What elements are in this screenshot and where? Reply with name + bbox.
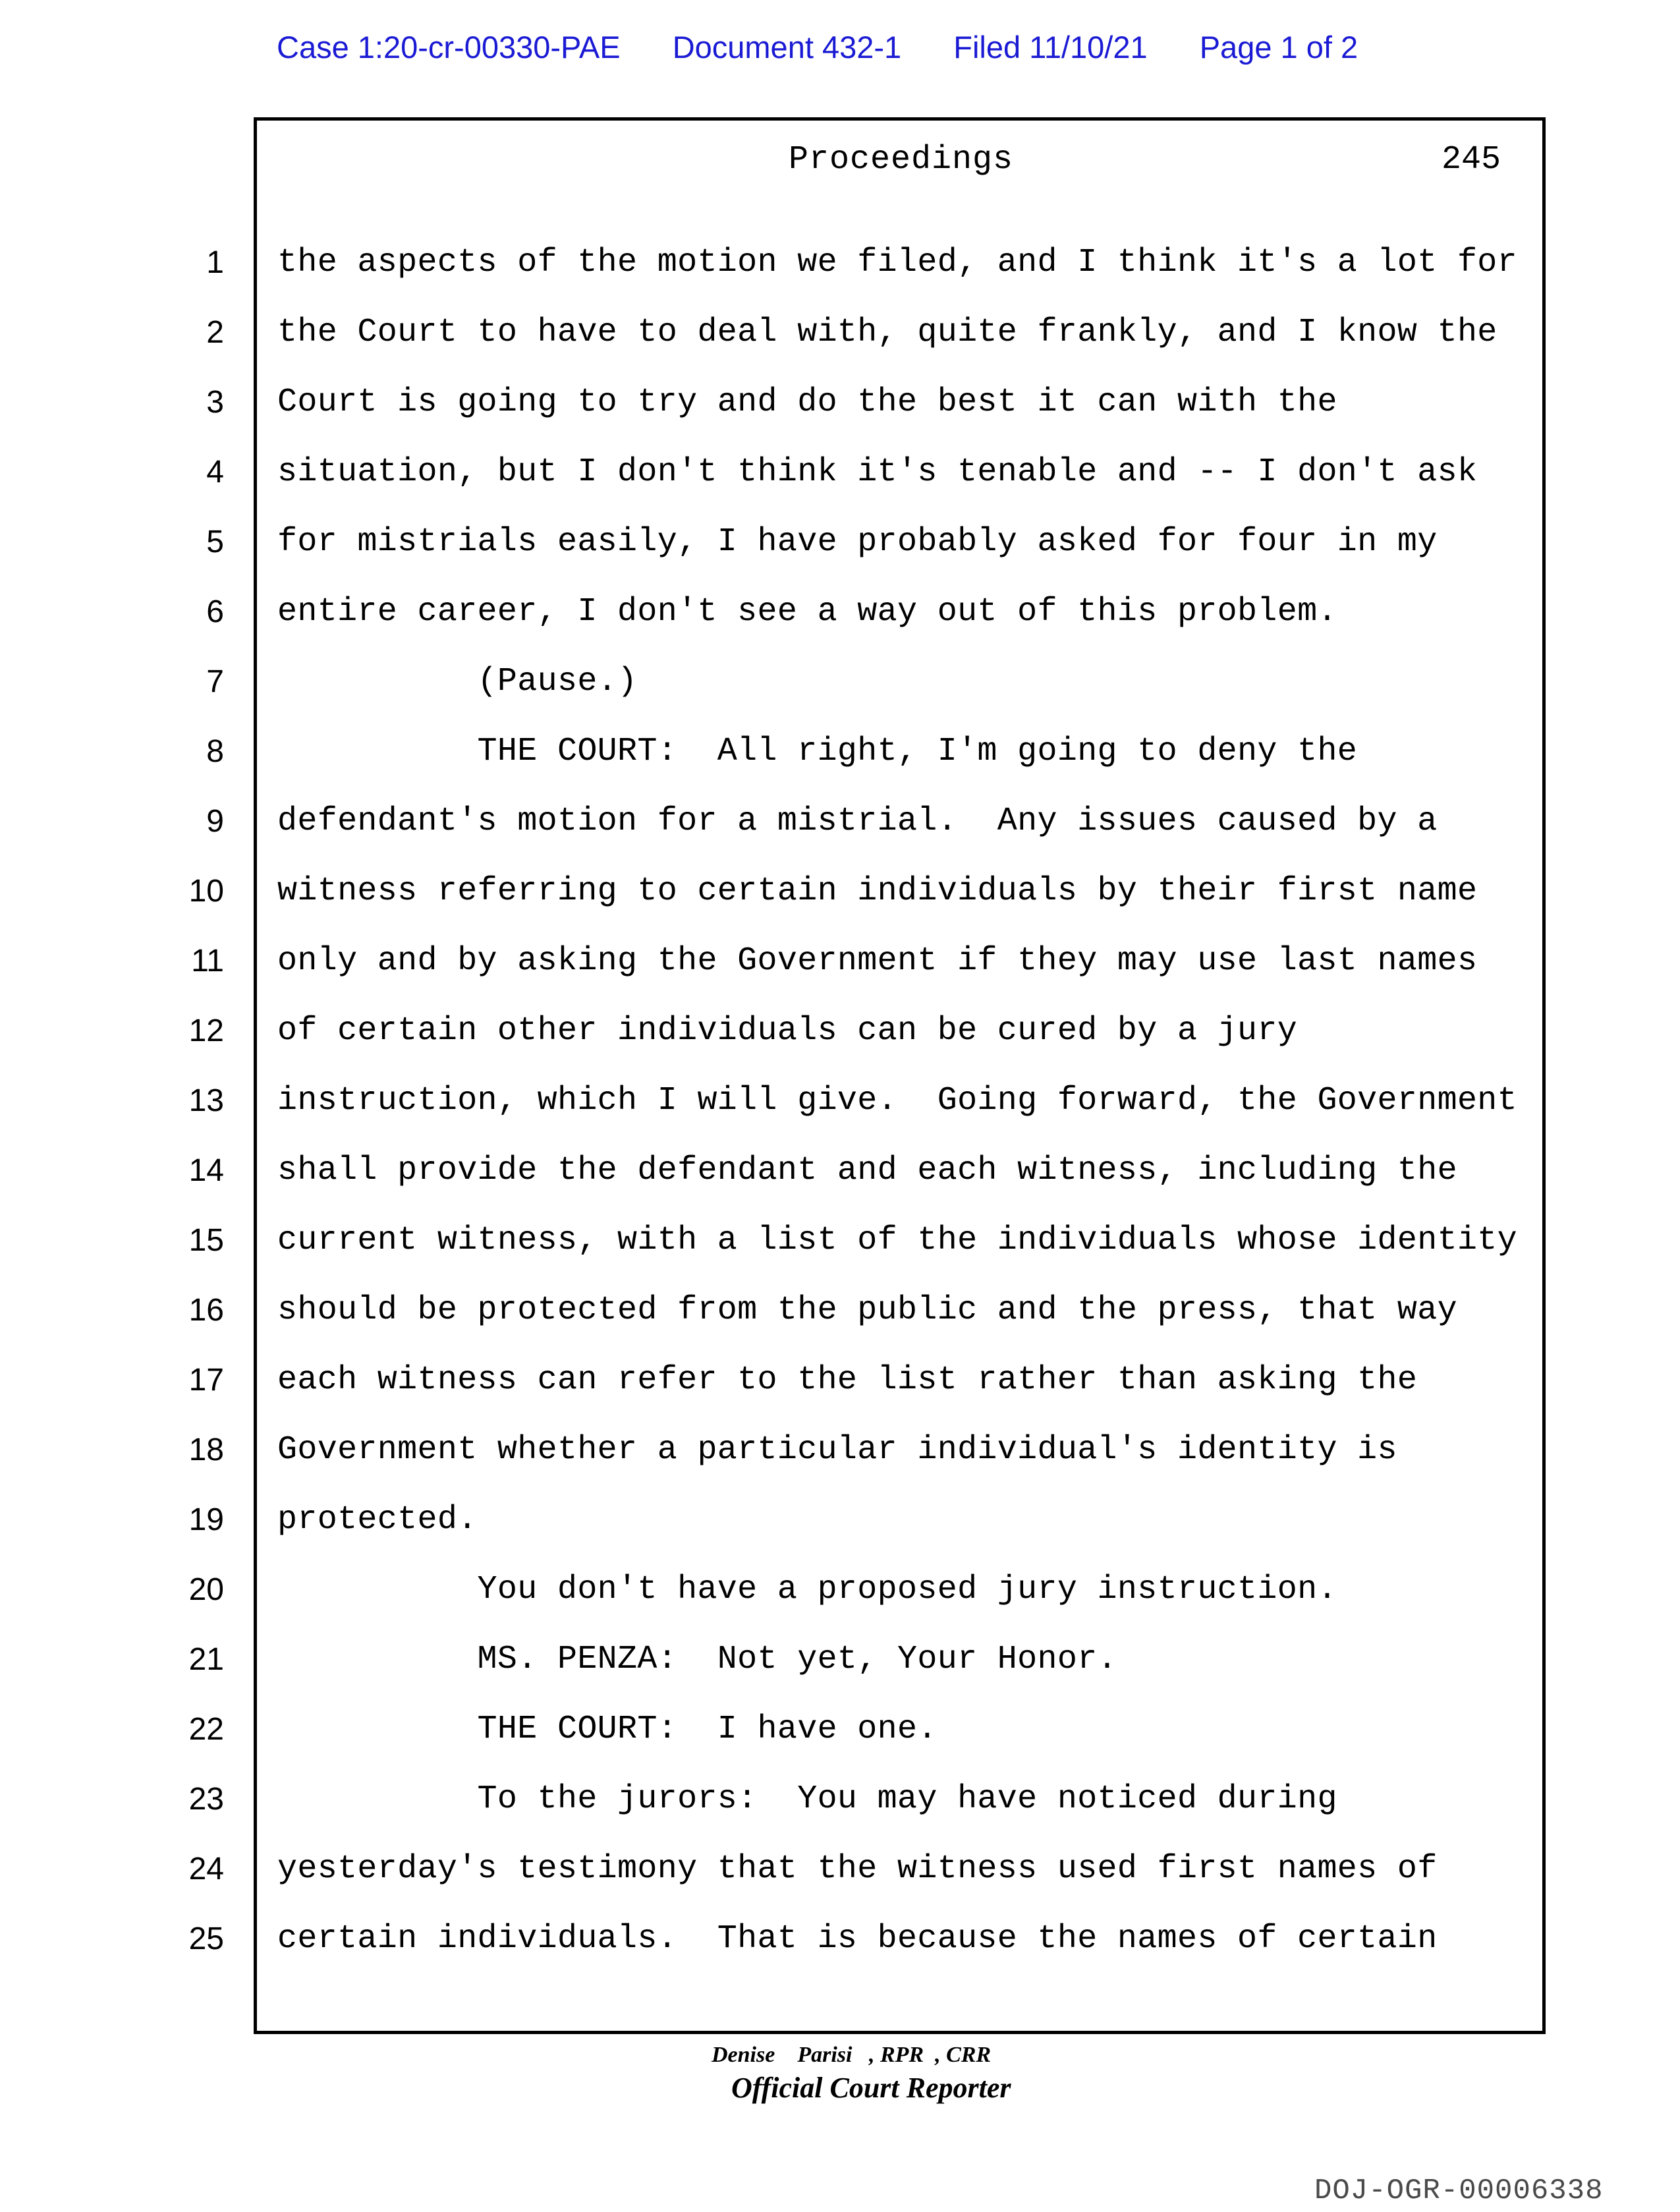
line-text: should be protected from the public and the press, that way [277,1291,1457,1329]
line-number: 12 [188,1013,224,1048]
line-number: 3 [206,385,224,420]
line-text: defendant's motion for a mistrial. Any issues caused by a [277,803,1438,840]
line-number: 20 [188,1572,224,1607]
line-text: the Court to have to deal with, quite frankly, and I know the [277,314,1498,351]
line-text: the aspects of the motion we filed, and I think it's a lot for [277,244,1518,281]
ecf-header-stamp [277,29,1463,65]
line-text: MS. PENZA: Not yet, Your Honor. [277,1641,1117,1678]
line-text: THE COURT: I have one. [277,1711,938,1748]
line-number: 6 [206,594,224,629]
line-number: 2 [206,315,224,350]
line-text: yesterday's testimony that the witness used first names of [277,1850,1438,1888]
transcript-page-number: 245 [1442,141,1501,179]
line-text: entire career, I don't see a way out of this problem. [277,593,1337,631]
line-number: 7 [206,664,224,699]
line-number: 5 [206,525,224,559]
line-number: 21 [188,1642,224,1677]
court-reporter-title: Official Court Reporter [731,2072,1011,2104]
line-text: To the jurors: You may have noticed during [277,1780,1337,1818]
line-number: 25 [188,1921,224,1956]
line-text: THE COURT: All right, I'm going to deny the [277,733,1358,770]
document-number: Document 432-1 [672,30,902,65]
line-text: each witness can refer to the list rather than asking the [277,1361,1418,1399]
line-text: Government whether a particular individual's identity is [277,1431,1397,1469]
line-text: Court is going to try and do the best it can with the [277,383,1337,421]
line-number: 13 [188,1083,224,1118]
line-number: 4 [206,455,224,490]
line-number: 14 [188,1153,224,1188]
line-number: 11 [191,944,224,978]
running-head: Proceedings [789,141,1014,179]
page-indicator: Page 1 of 2 [1199,30,1358,65]
line-text: certain individuals. That is because the names of certain [277,1920,1438,1958]
line-text: situation, but I don't think it's tenable and -- I don't ask [277,453,1478,491]
line-text: witness referring to certain individuals by their first name [277,872,1478,910]
line-number: 19 [188,1502,224,1537]
line-text: You don't have a proposed jury instruction. [277,1571,1337,1608]
line-number: 16 [188,1293,224,1328]
line-text: current witness, with a list of the individuals whose identity [277,1222,1518,1259]
line-text: of certain other individuals can be cured by a jury [277,1012,1298,1050]
line-number: 15 [188,1223,224,1258]
court-reporter-name: Denise Parisi , RPR , CRR [712,2043,992,2067]
line-text: protected. [277,1501,478,1539]
line-number: 23 [188,1782,224,1817]
filed-date: Filed 11/10/21 [953,30,1148,65]
line-number: 17 [188,1363,224,1398]
bates-number: DOJ-OGR-00006338 [1314,2174,1604,2207]
line-text: instruction, which I will give. Going forward, the Government [277,1082,1518,1120]
line-number: 1 [206,245,224,280]
line-number: 18 [188,1432,224,1467]
line-text: (Pause.) [277,663,638,700]
line-number: 10 [188,874,224,909]
line-number: 24 [188,1852,224,1886]
line-number: 8 [206,734,224,769]
line-text: only and by asking the Government if they may use last names [277,942,1478,980]
line-number: 22 [188,1712,224,1747]
line-text: shall provide the defendant and each witness, including the [277,1152,1457,1189]
case-number: Case 1:20-cr-00330-PAE [277,30,621,65]
line-number: 9 [206,804,224,839]
line-text: for mistrials easily, I have probably asked for four in my [277,523,1438,561]
